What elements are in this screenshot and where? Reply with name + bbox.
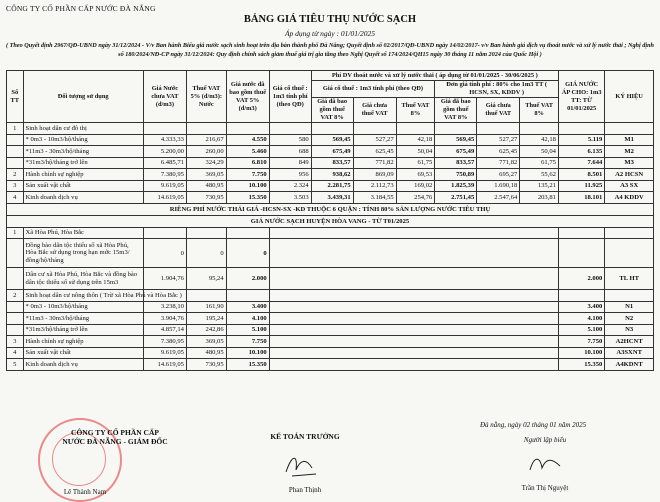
row-empty-fees [269,227,558,239]
row-a-incl-vat8: 3.439,31 [311,192,353,204]
row-stt [7,239,24,268]
table-row [7,268,654,290]
row-object: Dân cư xã Hòa Phú, Hòa Bắc và đồng bào dân tộc thiểu số sử dụng trên 15m3 [23,268,143,290]
legal-basis: ( Theo Quyết định 2967/QĐ-UBND ngày 31/12/2024 - V/v Ban hành Biểu giá nước sạch sinh hoạt trên địa bàn thành phố Đà Nẵng; Quyết định số 02/2017/QĐ-UBND ngày 14/02/2017- v/v Ban hành giá dịch vụ thoát nước và xử lý nước thải ; Nghị định số 180/2024/NĐ-CP ngày 31/12/2024: Quy định chính sách giảm thuế giá trị gia tăng theo Nghị Quyết số 174/2024/QH15 ngày 30 tháng 11 năm 2024 của Quốc Hội ) [6,42,654,58]
row-price-vat5: 4.100 [226,313,269,325]
row-price-no-vat: 3.904,76 [143,313,186,325]
row-b-no-vat [477,123,520,135]
row-symbol: N1 [605,301,654,313]
table-row [7,169,654,181]
row-stt: 1 [7,123,24,135]
row-price-vat5: 5.100 [226,324,269,336]
row-object: Kinh doanh dịch vụ [23,359,143,371]
row-stt [7,313,24,325]
header-total: GIÁ NƯỚC ÁP CHO: 1m3 TT: TỪ 01/01/2025 [558,71,604,123]
row-object: *31m3/hộ/tháng trở lên [23,157,143,169]
row-object: * 0m3 - 10m3/hộ/tháng [23,134,143,146]
row-stt: 3 [7,180,24,192]
row-price-vat5: 5.460 [226,146,269,158]
row-vat5: 0 [186,239,226,268]
table-row [7,313,654,325]
table-row [7,180,654,192]
row-object: Sinh hoạt dân cư nông thôn ( Trừ xã Hòa Phú và Hòa Bắc ) [23,290,143,302]
row-total: 18.101 [558,192,604,204]
row-total: 3.400 [558,301,604,313]
row-b-incl-vat8: 675,49 [435,146,477,158]
accountant-signature-icon [282,450,322,480]
row-price-no-vat: 1.904,76 [143,268,186,290]
price-table [6,70,654,371]
row-price-vat5: 4.550 [226,134,269,146]
row-price-vat5: 7.750 [226,336,269,348]
row-total: 5.119 [558,134,604,146]
header-b-incl-vat8: Giá đã bao gồm thuế VAT 8% [435,98,477,123]
row-vat5: 480,95 [186,180,226,192]
wastewater-note: RIÊNG PHÍ NƯỚC THẢI GIÁ -HCSN-SX -KD THUỘC 6 QUẬN : TÍNH 80% SẢN LƯỢNG NƯỚC TIÊU THỤ [7,203,654,215]
header-vat5: Thuế VAT 5% (đ/m3): Nước [186,71,226,123]
table-row [7,146,654,158]
row-a-vat8: 169,02 [396,180,435,192]
row-price-vat5: 6.810 [226,157,269,169]
row-vat5: 95,24 [186,268,226,290]
row-b-no-vat: 625,45 [477,146,520,158]
row-fee-1m3: 688 [269,146,311,158]
row-a-incl-vat8 [311,123,353,135]
row-price-no-vat: 5.200,00 [143,146,186,158]
row-object: Hành chính sự nghiệp [23,169,143,181]
row-a-no-vat: 625,45 [353,146,396,158]
table-row [7,347,654,359]
row-total: 8.501 [558,169,604,181]
row-a-no-vat: 869,09 [353,169,396,181]
row-b-no-vat: 771,82 [477,157,520,169]
header-a-incl-vat8: Giá đã bao gồm thuế VAT 8% [311,98,353,123]
row-object: *11m3 - 30m3/hộ/tháng [23,313,143,325]
row-price-vat5: 7.750 [226,169,269,181]
director-title: CÔNG TY CỔ PHẦN CẤP NƯỚC ĐÀ NẴNG - GIÁM ĐỐC [62,428,168,446]
row-symbol: A3SXNT [605,347,654,359]
row-total: 10.100 [558,347,604,359]
table-row [7,336,654,348]
header-b-vat8: Thuế VAT 8% [520,98,559,123]
row-a-vat8 [396,123,435,135]
row-fee-1m3: 849 [269,157,311,169]
row-a-vat8: 50,04 [396,146,435,158]
row-price-vat5: 15.350 [226,359,269,371]
row-object: Sinh hoạt dân cư đô thị [23,123,143,135]
row-price-no-vat [143,227,186,239]
row-total: 4.100 [558,313,604,325]
row-empty-fees [269,324,558,336]
row-symbol: A2 HCSN [605,169,654,181]
row-stt: 5 [7,359,24,371]
row-fee-1m3: 580 [269,134,311,146]
row-total: 15.350 [558,359,604,371]
row-empty-fees [269,336,558,348]
table-row [7,359,654,371]
row-stt [7,157,24,169]
row-a-no-vat: 527,27 [353,134,396,146]
row-price-no-vat: 7.380,95 [143,336,186,348]
row-vat5 [186,227,226,239]
row-b-incl-vat8: 1.825,39 [435,180,477,192]
director-name: Lê Thành Nam [63,488,107,496]
row-total: 5.100 [558,324,604,336]
row-b-vat8: 55,62 [520,169,559,181]
row-vat5: 480,95 [186,347,226,359]
table-row [7,192,654,204]
row-b-vat8: 61,75 [520,157,559,169]
row-price-no-vat: 6.485,71 [143,157,186,169]
row-stt: 4 [7,347,24,359]
row-object: *31m3/hộ/tháng trở lên [23,324,143,336]
row-price-vat5: 2.000 [226,268,269,290]
row-b-no-vat: 527,27 [477,134,520,146]
row-vat5 [186,290,226,302]
row-total: 7.750 [558,336,604,348]
row-price-vat5: 15.350 [226,192,269,204]
header-symbol: KÝ HIỆU [605,71,654,123]
row-b-no-vat: 2.547,64 [477,192,520,204]
row-price-vat5: 10.100 [226,180,269,192]
row-symbol: N3 [605,324,654,336]
row-empty-fees [269,239,558,268]
row-a-vat8: 42,18 [396,134,435,146]
row-vat5: 369,05 [186,169,226,181]
row-a-incl-vat8: 833,57 [311,157,353,169]
table-row [7,290,654,302]
row-vat5: 260,00 [186,146,226,158]
effective-date: Áp dụng từ ngày : 01/01/2025 [284,29,376,38]
header-stt: Số TT [7,71,24,123]
row-price-vat5 [226,290,269,302]
header-price-no-vat: Giá Nước chưa VAT (đ/m3) [143,71,186,123]
row-stt [7,146,24,158]
row-price-no-vat: 4.333,33 [143,134,186,146]
row-object: *11m3 - 30m3/hộ/tháng [23,146,143,158]
row-vat5: 195,24 [186,313,226,325]
row-b-no-vat: 1.690,18 [477,180,520,192]
header-dv-group: Phí DV thoát nước và xử lý nước thải ( áp dụng từ 01/01/2025 - 30/06/2025 ) [311,71,558,81]
row-vat5: 369,05 [186,336,226,348]
row-symbol: A4 KDDV [605,192,654,204]
row-a-vat8: 254,76 [396,192,435,204]
row-vat5: 242,86 [186,324,226,336]
row-vat5: 216,67 [186,134,226,146]
row-total [558,239,604,268]
row-a-incl-vat8: 675,49 [311,146,353,158]
row-a-incl-vat8: 938,62 [311,169,353,181]
row-object: Kinh doanh dịch vụ [23,192,143,204]
row-vat5 [186,123,226,135]
row-total: 2.000 [558,268,604,290]
row-b-incl-vat8: 750,89 [435,169,477,181]
row-stt [7,134,24,146]
row-fee-1m3 [269,123,311,135]
row-empty-fees [269,290,558,302]
row-b-vat8: 50,04 [520,146,559,158]
row-symbol [605,123,654,135]
header-fee-80: Đơn giá tính phí : 80% cho 1m3 TT ( HCSN, SX, KDDV ) [435,81,559,98]
row-price-vat5 [226,227,269,239]
row-stt: 3 [7,336,24,348]
row-symbol: A2HCNT [605,336,654,348]
row-price-no-vat: 9.619,05 [143,180,186,192]
row-price-no-vat: 3.238,10 [143,301,186,313]
row-b-vat8: 203,81 [520,192,559,204]
row-b-vat8 [520,123,559,135]
row-stt: 2 [7,290,24,302]
row-total [558,290,604,302]
row-object: Sản xuất vật chất [23,180,143,192]
row-price-no-vat [143,123,186,135]
row-symbol: TL HT [605,268,654,290]
table-row [7,123,654,135]
row-b-incl-vat8 [435,123,477,135]
row-b-incl-vat8: 569,45 [435,134,477,146]
row-price-vat5: 3.400 [226,301,269,313]
row-vat5: 324,29 [186,157,226,169]
row-object: Hành chính sự nghiệp [23,336,143,348]
row-symbol: M2 [605,146,654,158]
hoa-vang-title: GIÁ NƯỚC SẠCH HUYỆN HÒA VANG - TỪ T01/2025 [7,215,654,227]
row-a-incl-vat8: 569,45 [311,134,353,146]
row-symbol: M3 [605,157,654,169]
row-a-no-vat: 3.184,55 [353,192,396,204]
company-name: CÔNG TY CỔ PHẦN CẤP NƯỚC ĐÀ NẴNG [6,4,156,13]
table-row [7,227,654,239]
row-symbol: M1 [605,134,654,146]
row-stt: 2 [7,169,24,181]
table-row [7,301,654,313]
row-b-incl-vat8: 833,57 [435,157,477,169]
row-price-vat5 [226,123,269,135]
row-symbol: N2 [605,313,654,325]
row-a-vat8: 69,53 [396,169,435,181]
row-stt: 1 [7,227,24,239]
row-object: * 0m3 - 10m3/hộ/tháng [23,301,143,313]
header-fee-1m3: Giá cố thuế : 1m3 tính phí (theo QĐ) [269,71,311,123]
row-total [558,227,604,239]
sign-date: Đà nẵng, ngày 02 tháng 01 năm 2025 [480,421,587,429]
row-vat5: 730,95 [186,192,226,204]
row-price-vat5: 10.100 [226,347,269,359]
row-b-vat8: 42,18 [520,134,559,146]
row-vat5: 161,90 [186,301,226,313]
row-vat5: 730,95 [186,359,226,371]
row-b-incl-vat8: 2.751,45 [435,192,477,204]
row-stt [7,268,24,290]
row-total: 11.925 [558,180,604,192]
row-price-no-vat: 14.619,05 [143,359,186,371]
row-fee-1m3: 956 [269,169,311,181]
row-b-no-vat: 695,27 [477,169,520,181]
row-a-vat8: 61,75 [396,157,435,169]
table-row [7,134,654,146]
table-row [7,239,654,268]
header-b-no-vat: Giá chưa thuế VAT [477,98,520,123]
row-symbol [605,227,654,239]
row-total: 7.644 [558,157,604,169]
row-empty-fees [269,313,558,325]
header-a-vat8: Thuế VAT 8% [396,98,435,123]
row-fee-1m3: 3.503 [269,192,311,204]
row-total [558,123,604,135]
row-a-no-vat: 2.112,73 [353,180,396,192]
row-symbol: A4KDNT [605,359,654,371]
row-total: 6.135 [558,146,604,158]
row-price-no-vat: 0 [143,239,186,268]
row-price-no-vat: 14.619,05 [143,192,186,204]
preparer-signature-icon [526,450,566,478]
accountant-name: Phan Thịnh [288,486,322,494]
preparer-title: Người lập biểu [523,436,567,444]
row-b-vat8: 135,21 [520,180,559,192]
page-title: BẢNG GIÁ TIÊU THỤ NƯỚC SẠCH [243,14,417,25]
row-empty-fees [269,268,558,290]
row-a-no-vat: 771,82 [353,157,396,169]
row-empty-fees [269,359,558,371]
header-fee-full: Giá cố thuế : 1m3 tính phí (theo QĐ) [311,81,435,98]
row-object: Sản xuất vật chất [23,347,143,359]
header-object: Đối tượng sử dụng [23,71,143,123]
preparer-name: Trần Thị Nguyệt [521,484,569,492]
row-stt [7,324,24,336]
row-price-no-vat: 4.857,14 [143,324,186,336]
row-object: Đồng bào dân tộc thiểu số xã Hòa Phú, Hòa Bắc sử dụng trong hạn mức 15m3/đồng/hộ/tháng [23,239,143,268]
row-a-incl-vat8: 2.281,75 [311,180,353,192]
header-price-vat5: Giá nước đã bao gồm thuế VAT 5% (đ/m3) [226,71,269,123]
row-fee-1m3: 2.324 [269,180,311,192]
row-empty-fees [269,301,558,313]
accountant-title: KẾ TOÁN TRƯỞNG [270,432,340,441]
header-a-no-vat: Giá chưa thuế VAT [353,98,396,123]
row-empty-fees [269,347,558,359]
row-stt [7,301,24,313]
row-price-no-vat: 7.380,95 [143,169,186,181]
table-row [7,324,654,336]
row-a-no-vat [353,123,396,135]
row-stt: 4 [7,192,24,204]
row-symbol [605,290,654,302]
table-row [7,157,654,169]
row-price-no-vat: 9.619,05 [143,347,186,359]
row-symbol [605,239,654,268]
row-object: Xã Hòa Phú, Hòa Bắc [23,227,143,239]
row-price-vat5: 0 [226,239,269,268]
row-symbol: A3 SX [605,180,654,192]
